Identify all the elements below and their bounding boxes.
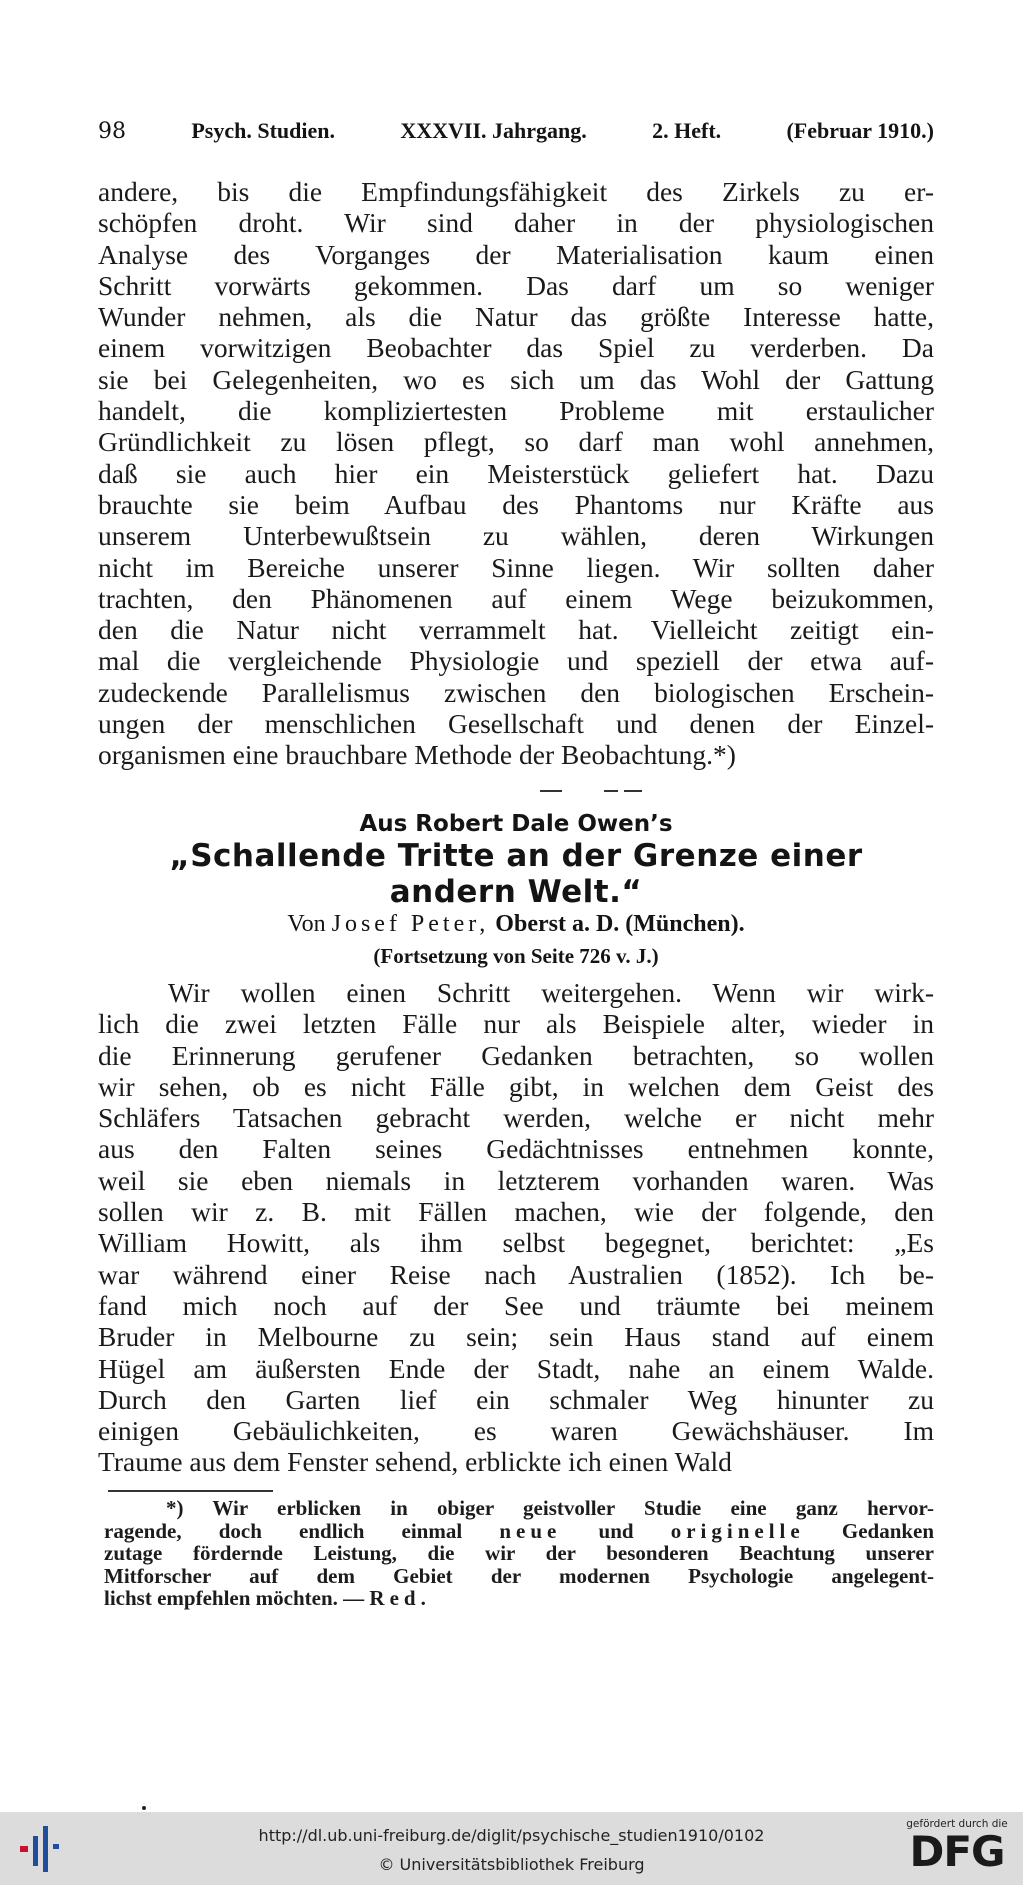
text-line: brauchte sie beim Aufbau des Phantoms nur Kräfte aus xyxy=(98,488,934,520)
dfg-logo-text: DFG xyxy=(909,1827,1005,1876)
running-head xyxy=(98,118,934,144)
text-line: einigen Gebäulichkeiten, es waren Gewächshäuser. Im xyxy=(98,1415,934,1447)
issue-date: (Februar 1910.) xyxy=(786,118,934,143)
issue-label: 2. Heft. xyxy=(652,118,722,143)
article-byline xyxy=(98,911,934,938)
text-line: sie bei Gelegenheiten, wo es sich um das Wohl der Gattung xyxy=(98,363,934,395)
text-line: Hügel am äußersten Ende der Stadt, nahe an einem Walde. xyxy=(98,1352,934,1384)
text-line: war während einer Reise nach Australien (1852). Ich be- xyxy=(98,1258,934,1290)
text-line: Analyse des Vorganges der Materialisation kaum einen xyxy=(98,238,934,270)
text-line: zudeckende Parallelismus zwischen den biologischen Erschein- xyxy=(98,676,934,708)
footnote-emphasis: originelle xyxy=(670,1518,805,1543)
text-line: unserem Unterbewußtsein zu wählen, deren Wirkungen xyxy=(98,520,934,552)
byline-prefix: Von xyxy=(287,911,326,937)
footnote-line: Mitforscher auf dem Gebiet der modernen Psychologie angelegent- xyxy=(104,1563,934,1588)
dfg-funder-logo[interactable] xyxy=(903,1818,1011,1882)
footnote-emphasis: neue xyxy=(499,1518,562,1543)
copyright-notice: © Universitätsbibliothek Freiburg xyxy=(378,1855,645,1874)
text-line: schöpfen droht. Wir sind daher in der physiologischen xyxy=(98,207,934,239)
text-line: die Erinnerung gerufener Gedanken betrachten, so wollen xyxy=(98,1039,934,1071)
text-line: Durch den Garten lief ein schmaler Weg hinunter zu xyxy=(98,1383,934,1415)
article-title-line-1: „Schallende Tritte an der Grenze einer xyxy=(169,838,863,874)
text-line: organismen eine brauchbare Methode der Beobachtung.*) xyxy=(98,739,736,771)
text-line: Bruder in Melbourne zu sein; sein Haus stand auf einem xyxy=(98,1321,934,1353)
footnote-line xyxy=(104,1587,934,1610)
text-line: daß sie auch hier ein Meisterstück geliefert hat. Dazu xyxy=(98,457,934,489)
footnote-line xyxy=(104,1520,934,1543)
text-line: Wir wollen einen Schritt weitergehen. Wenn wir wirk- xyxy=(168,977,934,1008)
text-line: Schläfers Tatsachen gebracht werden, welche er nicht mehr xyxy=(98,1102,934,1134)
text-line: den die Natur nicht verrammelt hat. Vielleicht zeitigt ein- xyxy=(98,614,934,646)
previous-article-text xyxy=(98,176,934,771)
byline-rank: Oberst a. D. xyxy=(495,911,620,937)
article-body-text xyxy=(98,977,934,1478)
text-line: fand mich noch auf der See und träumte bei meinem xyxy=(98,1289,934,1321)
text-line: Traume aus dem Fenster sehend, erblickte ich einen Wald xyxy=(98,1446,732,1478)
text-line: Gründlichkeit zu lösen pflegt, so darf man wohl annehmen, xyxy=(98,426,934,458)
text-line: William Howitt, als ihm selbst begegnet, berichtet: „Es xyxy=(98,1227,934,1259)
footnote-text: Gedanken xyxy=(841,1518,935,1543)
byline-city: (München). xyxy=(625,911,745,937)
footnote-text: ragende, doch endlich einmal xyxy=(104,1518,463,1543)
footnote-rule xyxy=(108,1490,273,1492)
text-line: sollen wir z. B. mit Fällen machen, wie der folgende, den xyxy=(98,1196,934,1228)
text-line: ungen der menschlichen Gesellschaft und denen der Einzel- xyxy=(98,708,934,740)
article-pre-title: Aus Robert Dale Owen’s xyxy=(359,811,673,837)
text-line: einem vorwitzigen Beobachter das Spiel zu verderben. Da xyxy=(98,332,934,364)
footnote-text: und xyxy=(598,1518,634,1543)
footnote-line: *) Wir erblicken in obiger geistvoller Studie eine ganz hervor- xyxy=(166,1496,934,1520)
text-line: wir sehen, ob es nicht Fälle gibt, in welchen dem Geist des xyxy=(98,1070,934,1102)
text-line: mal die vergleichende Physiologie und speziell der etwa auf- xyxy=(98,645,934,677)
text-line: lich die zwei letzten Fälle nur als Beispiele alter, wieder in xyxy=(98,1008,934,1040)
byline-author: Josef Peter, xyxy=(331,911,490,937)
volume-label: XXXVII. Jahrgang. xyxy=(400,118,587,143)
footnote-line: zutage fördernde Leistung, die wir der besonderen Beachtung unserer xyxy=(104,1541,934,1566)
continuation-note: (Fortsetzung von Seite 726 v. J.) xyxy=(373,944,659,968)
editor-signature: Red. xyxy=(369,1586,431,1611)
text-line: trachten, den Phänomenen auf einem Wege beizukommen, xyxy=(98,582,934,614)
footnote xyxy=(104,1497,934,1610)
article-title-line-2: andern Welt.“ xyxy=(389,874,643,910)
text-line: handelt, die kompliziertesten Probleme mit erstaulicher xyxy=(98,395,934,427)
funder-caption: gefördert durch die xyxy=(906,1818,1008,1830)
text-line: aus den Falten seines Gedächtnisses entnehmen konnte, xyxy=(98,1133,934,1165)
page-number: 98 xyxy=(98,119,126,144)
permalink-url[interactable]: http://dl.ub.uni-freiburg.de/diglit/psychische_studien1910/0102 xyxy=(258,1826,765,1845)
scan-speck xyxy=(142,1806,146,1810)
text-line: weil sie eben niemals in letzterem vorhanden waren. Was xyxy=(98,1164,934,1196)
text-line: nicht im Bereiche unserer Sinne liegen. Wir sollten daher xyxy=(98,551,934,583)
text-line: andere, bis die Empfindungsfähigkeit des Zirkels zu er- xyxy=(98,176,934,207)
journal-title: Psych. Studien. xyxy=(191,118,335,143)
text-line: Schritt vorwärts gekommen. Das darf um so weniger xyxy=(98,269,934,301)
footnote-text: lichst empfehlen möchten. — xyxy=(104,1586,365,1611)
section-separator xyxy=(540,790,650,794)
text-line: Wunder nehmen, als die Natur das größte Interesse hatte, xyxy=(98,301,934,333)
viewer-footer xyxy=(0,1812,1023,1885)
